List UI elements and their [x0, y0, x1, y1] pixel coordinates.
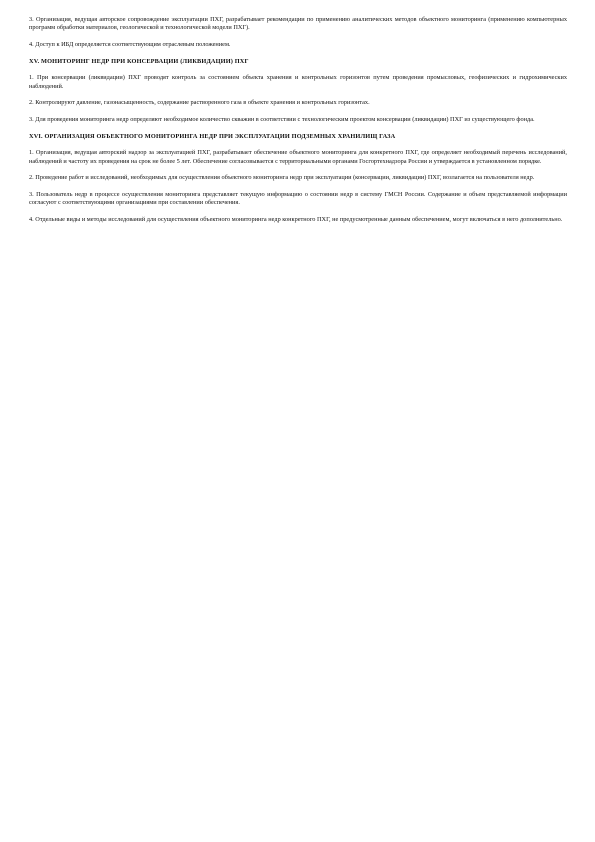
section-heading-xvi: XVI. ОРГАНИЗАЦИЯ ОБЪЕКТНОГО МОНИТОРИНГА НЕДР ПРИ ЭКСПЛУАТАЦИИ ПОДЗЕМНЫХ ХРАНИЛИЩ ГАЗА	[29, 132, 396, 140]
paragraph-xv-1: 1. При консервации (ликвидации) ПХГ проводят контроль за состоянием объекта хранения и контрольных горизонтов путем проведения промысловых, геофизических и гидрохимических наблюдений.	[29, 74, 567, 90]
paragraph-xv-2: 2. Контролируют давление, газонасыщенность, содержание растворенного газа в объекте хранения и контрольных горизонтах.	[29, 99, 370, 107]
document-page	[29, 16, 567, 233]
section-heading-xv: XV. МОНИТОРИНГ НЕДР ПРИ КОНСЕРВАЦИИ (ЛИКВИДАЦИИ) ПХГ	[29, 57, 249, 65]
paragraph-xiv-4: 4. Доступ к ИБД определяется соответствующим отраслевым положением.	[29, 40, 231, 48]
paragraph-xvi-3: 3. Пользователь недр в процессе осуществления мониторинга представляет текущую информацию о состоянии недр в систему ГМСН России. Содержание и объем представляемой информации согласуют с соответствующими организациями при составлении обеспечения.	[29, 190, 567, 207]
paragraph-xvi-2: 2. Проведение работ и исследований, необходимых для осуществления объектного мониторинга недр при эксплуатации (консервации, ликвидации) ПХГ, возлагается на пользователя недр.	[29, 174, 535, 182]
paragraph-xvi-1: 1. Организация, ведущая авторский надзор за эксплуатацией ПХГ, разрабатывает обеспечение объектного мониторинга для конкретного ПХГ, где определяет необходимый перечень исследований, наблюдений и частоту их проведения на срок не более 5 лет. Обеспечение согласовывается с территориальными органами Госгортехнадзора России и утверждается в установленном порядке.	[29, 149, 567, 165]
paragraph-xv-3: 3. Для проведения мониторинга недр определяют необходимое количество скважин в соответствии с технологическим проектом консервации (ликвидации) ПХГ из существующего фонда.	[29, 115, 535, 123]
paragraph-xvi-4: 4. Отдельные виды и методы исследований для осуществления объектного мониторинга недр конкретного ПХГ, не предусмотренные данным обеспечением, могут включаться в него дополнительно.	[29, 215, 563, 223]
paragraph-xiv-3: 3. Организация, ведущая авторское сопровождение эксплуатации ПХГ, разрабатывает рекомендации по применению аналитических методов объектного мониторинга (применению компьютерных программ обработки материалов, геологической и технологической модели ПХГ).	[29, 16, 567, 32]
